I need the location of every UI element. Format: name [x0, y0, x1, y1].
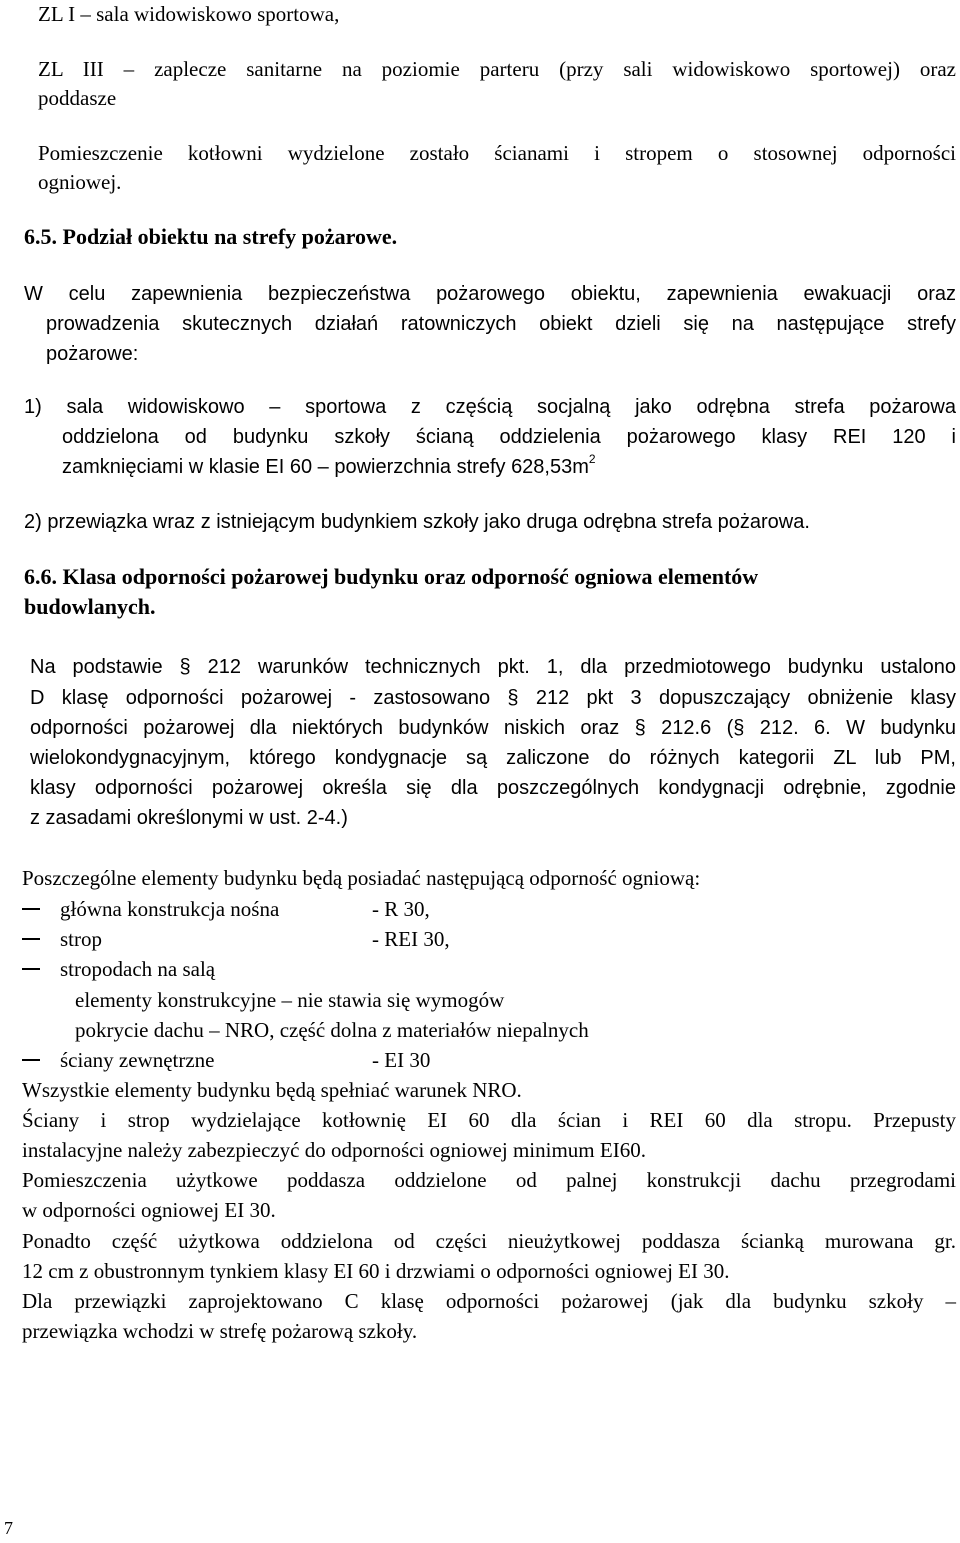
- element-3-name: stropodach na salą: [60, 957, 216, 981]
- class-para-f: z zasadami określonymi w ust. 2-4.): [30, 807, 348, 829]
- boiler-line-b: ogniowej.: [38, 170, 122, 194]
- dash-bullet: [22, 1059, 40, 1061]
- dash-bullet: [22, 968, 40, 970]
- zone-item-1-b: oddzielona od budynku szkoły ścianą oddzielenia pożarowego klasy REI 120 i: [62, 426, 956, 448]
- boiler-line-a: Pomieszczenie kotłowni wydzielone zostało ścianami i stropem o stosownej odporności: [38, 141, 956, 165]
- page-number: 7: [4, 1518, 13, 1538]
- section-6-5-heading: 6.5. Podział obiektu na strefy pożarowe.: [24, 224, 398, 249]
- element-4-name: ściany zewnętrzne: [60, 1048, 215, 1072]
- element-1-value: - R 30,: [372, 897, 430, 921]
- class-para-e: klasy odporności pożarowej określa się dla poszczególnych kondygnacji odrębnie, zgodnie: [30, 777, 956, 799]
- class-para-a: Na podstawie § 212 warunków technicznych pkt. 1, dla przedmiotowego budynku ustalono: [30, 656, 956, 678]
- element-4-value: - EI 30: [372, 1048, 431, 1072]
- attic-line-b: w odporności ogniowej EI 30.: [22, 1198, 276, 1222]
- element-2-name: strop: [60, 927, 102, 951]
- dash-bullet: [22, 908, 40, 910]
- section-6-6-heading-b: budowlanych.: [24, 594, 156, 619]
- zones-para-c: pożarowe:: [46, 343, 139, 365]
- element-1-name: główna konstrukcja nośna: [60, 897, 280, 921]
- element-3-sub-2: pokrycie dachu – NRO, część dolna z materiałów niepalnych: [75, 1018, 589, 1042]
- zone-item-1-a: 1) sala widowiskowo – sportowa z częścią socjalną jako odrębna strefa pożarowa: [24, 396, 956, 418]
- attic-line-a: Pomieszczenia użytkowe poddasza oddzielone od palnej konstrukcji dachu przegrodami: [22, 1168, 956, 1192]
- class-para-d: wielokondygnacyjnym, którego kondygnacje są zaliczone do różnych kategorii ZL lub PM,: [30, 747, 956, 769]
- dash-bullet: [22, 938, 40, 940]
- link-line-a: Dla przewiązki zaprojektowano C klasę odporności pożarowej (jak dla budynku szkoły –: [22, 1289, 956, 1313]
- class-para-c: odporności pożarowej dla niektórych budynków niskich oraz § 212.6 (§ 212. 6. W budynku: [30, 717, 956, 739]
- superscript-2: 2: [588, 452, 596, 467]
- elements-intro: Poszczególne elementy budynku będą posiadać następującą odporność ogniową:: [22, 866, 701, 890]
- extra-line-b: 12 cm z obustronnym tynkiem klasy EI 60 i drzwiami o odporności ogniowej EI 30.: [22, 1259, 730, 1283]
- walls-line-a: Ściany i strop wydzielające kotłownię EI 60 dla ścian i REI 60 dla stropu. Przepusty: [22, 1108, 956, 1132]
- element-2-value: - REI 30,: [372, 927, 450, 951]
- zone-item-2: 2) przewiązka wraz z istniejącym budynkiem szkoły jako druga odrębna strefa pożarowa.: [24, 511, 810, 533]
- zl3-line-b: poddasze: [38, 86, 117, 110]
- walls-line-b: instalacyjne należy zabezpieczyć do odporności ogniowej minimum EI60.: [22, 1138, 646, 1162]
- zones-para-a: W celu zapewnienia bezpieczeństwa pożarowego obiektu, zapewnienia ewakuacji oraz: [24, 283, 956, 305]
- section-6-6-heading-a: 6.6. Klasa odporności pożarowej budynku oraz odporność ogniowa elementów: [24, 564, 759, 589]
- link-line-b: przewiązka wchodzi w strefę pożarową szkoły.: [22, 1319, 418, 1343]
- zone-item-1-c: zamknięciami w klasie EI 60 – powierzchnia strefy $628,53m^2$: [62, 452, 596, 478]
- zl3-line-a: ZL III – zaplecze sanitarne na poziomie parteru (przy sali widowiskowo sportowej) oraz: [38, 57, 956, 81]
- class-para-b: D klasę odporności pożarowej - zastosowano § 212 pkt 3 dopuszczający obniżenie klasy: [30, 687, 956, 709]
- extra-line-a: Ponadto część użytkowa oddzielona od części nieużytkowej poddasza ścianką murowana gr.: [22, 1229, 956, 1253]
- zones-para-b: prowadzenia skutecznych działań ratowniczych obiekt dzieli się na następujące strefy: [46, 313, 956, 335]
- nro-line: Wszystkie elementy budynku będą spełniać warunek NRO.: [22, 1078, 522, 1102]
- zl1-line: ZL I – sala widowiskowo sportowa,: [38, 2, 340, 26]
- element-3-sub-1: elementy konstrukcyjne – nie stawia się wymogów: [75, 988, 505, 1012]
